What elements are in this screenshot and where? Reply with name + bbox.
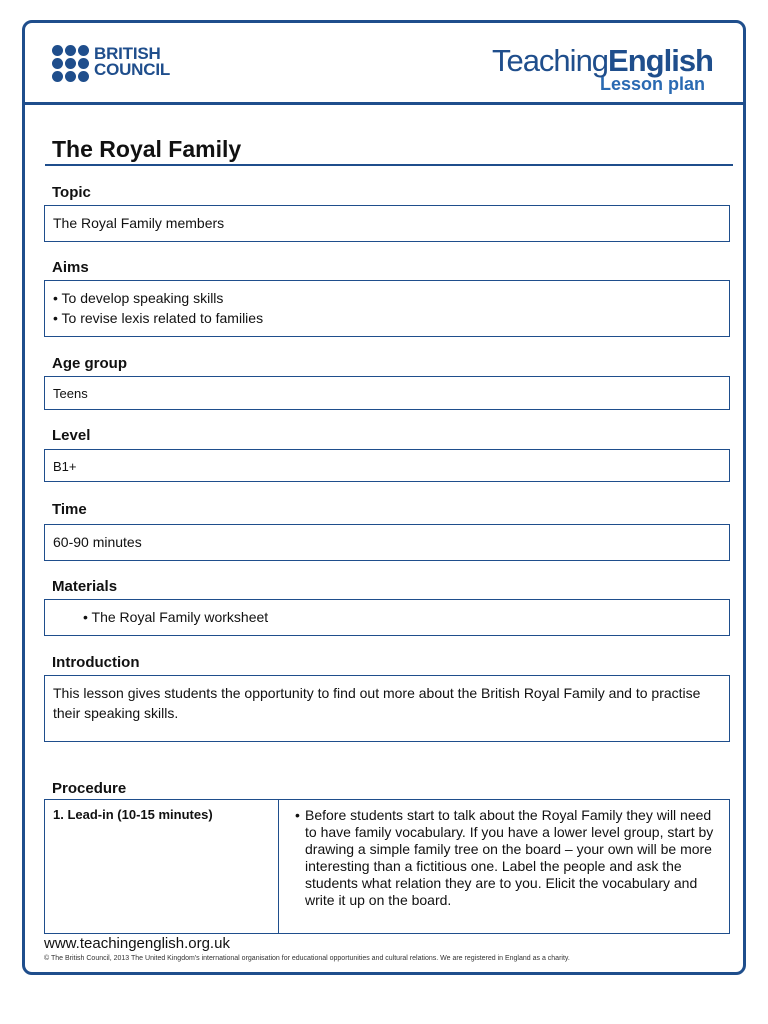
lesson-plan-page <box>22 20 746 975</box>
lesson-plan-subtitle: Lesson plan <box>599 74 705 94</box>
page-header <box>25 23 743 105</box>
teaching-english-logo <box>492 45 713 95</box>
procedure-table <box>44 799 730 934</box>
topic-box <box>44 205 730 242</box>
procedure-stage-cell <box>45 800 279 933</box>
age-group-box <box>44 376 730 410</box>
age-group-value: Teens <box>53 386 88 401</box>
british-council-dots-icon <box>52 45 90 83</box>
materials-label: Materials <box>52 578 118 595</box>
materials-box <box>44 599 730 636</box>
aims-box <box>44 280 730 337</box>
time-value: 60-90 minutes <box>53 534 142 550</box>
procedure-detail-cell <box>285 800 729 909</box>
footer-website-link[interactable]: www.teachingenglish.org.uk <box>44 935 230 952</box>
topic-label: Topic <box>52 184 91 201</box>
introduction-value: This lesson gives students the opportunity to find out more about the British Royal Family and to practise their speaking skills. <box>53 685 701 721</box>
procedure-detail: • Before students start to talk about the Royal Family they will need to have family vocabulary. If you have a lower level group, start by drawing a simple family tree on the board – your own will be more interesting than a fictitious one. Label the people and ask the students what relation they are to you. Elicit the vocabulary and write it up on the board. <box>295 807 721 909</box>
level-label: Level <box>52 427 91 444</box>
page-title: The Royal Family <box>52 136 242 162</box>
aims-label: Aims <box>52 259 89 276</box>
age-group-label: Age group <box>52 355 127 372</box>
procedure-label: Procedure <box>52 780 127 797</box>
procedure-stage: 1. Lead-in (10-15 minutes) <box>53 807 213 822</box>
aims-item: • To develop speaking skills <box>53 288 721 308</box>
time-box <box>44 524 730 561</box>
british-council-wordmark: BRITISH COUNCIL <box>94 44 171 79</box>
level-box <box>44 449 730 482</box>
topic-value: The Royal Family members <box>53 215 225 231</box>
british-council-logo <box>52 45 182 85</box>
introduction-box <box>44 675 730 742</box>
title-divider <box>45 164 733 166</box>
introduction-label: Introduction <box>52 654 140 671</box>
footer-copyright: © The British Council, 2013 The United Kingdom's international organisation for educational opportunities and cultural relations. We are registered in England as a charity. <box>44 955 570 962</box>
teaching-english-wordmark: TeachingEnglish <box>491 43 713 78</box>
aims-item: • To revise lexis related to families <box>53 308 721 328</box>
materials-item: • The Royal Family worksheet <box>53 607 721 627</box>
level-value: B1+ <box>53 459 77 474</box>
time-label: Time <box>52 501 87 518</box>
